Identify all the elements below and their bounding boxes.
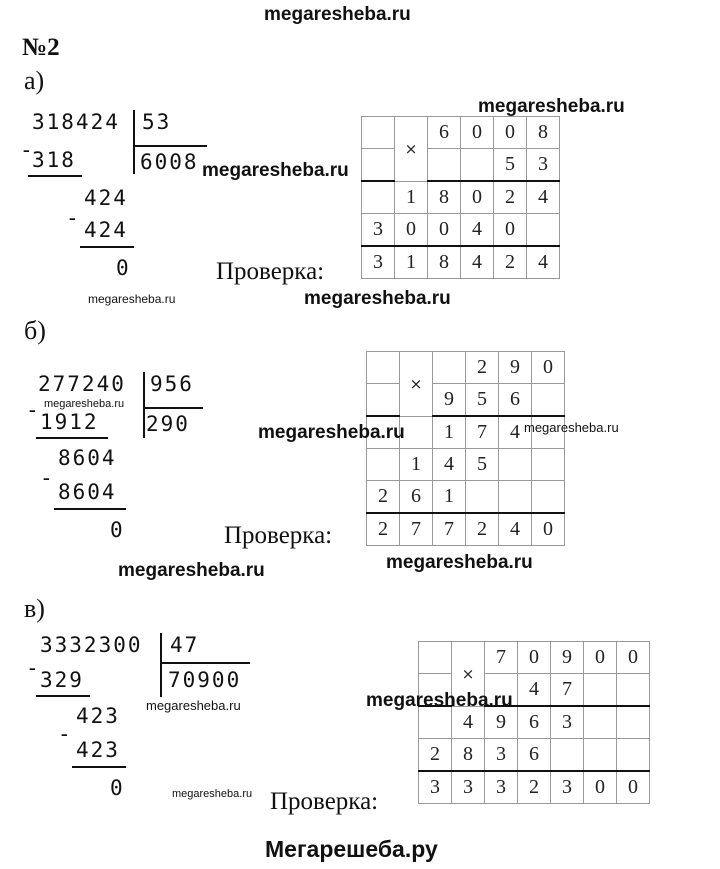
minus-sign: - bbox=[58, 722, 73, 746]
grid-cell: 0 bbox=[617, 642, 650, 674]
grid-cell: 2 bbox=[518, 771, 551, 804]
divisor-underline bbox=[160, 662, 250, 664]
grid-cell bbox=[617, 706, 650, 739]
step-line bbox=[72, 766, 126, 768]
grid-cell bbox=[551, 739, 584, 772]
grid-cell bbox=[584, 674, 617, 707]
division-bar bbox=[133, 110, 135, 174]
grid-cell: × bbox=[395, 117, 428, 182]
grid-cell: 6 bbox=[428, 117, 461, 149]
grid-cell: 4 bbox=[461, 214, 494, 247]
grid-cell bbox=[532, 384, 565, 417]
grid-row bbox=[367, 384, 565, 417]
division-bar bbox=[160, 633, 162, 697]
watermark: megaresheba.ru bbox=[44, 398, 125, 410]
site-footer: Мегарешеба.ру bbox=[265, 836, 438, 862]
grid-cell: 7 bbox=[400, 513, 433, 546]
grid-cell: 3 bbox=[485, 771, 518, 804]
grid-cell: 3 bbox=[362, 246, 395, 279]
grid-row bbox=[362, 149, 560, 182]
grid-cell: 2 bbox=[419, 739, 452, 772]
watermark: megaresheba.ru bbox=[118, 560, 265, 581]
minus-sign: - bbox=[66, 206, 81, 230]
part-b-label: б) bbox=[24, 316, 46, 345]
grid-cell bbox=[362, 117, 395, 149]
grid-cell: 0 bbox=[461, 117, 494, 149]
grid-cell: × bbox=[400, 352, 433, 417]
grid-cell: × bbox=[452, 642, 485, 707]
grid-cell bbox=[428, 149, 461, 182]
dividend: 318424 bbox=[32, 110, 120, 134]
minus-sign: - bbox=[20, 138, 35, 162]
grid-cell: 4 bbox=[433, 449, 466, 481]
watermark: megaresheba.ru bbox=[88, 292, 176, 306]
divisor: 47 bbox=[170, 633, 200, 657]
grid-row bbox=[419, 739, 650, 772]
grid-row bbox=[367, 513, 565, 546]
watermark: megaresheba.ru bbox=[202, 160, 349, 181]
divisor-underline bbox=[143, 407, 203, 409]
watermark: megaresheba.ru bbox=[366, 690, 513, 711]
grid-cell: 1 bbox=[433, 416, 466, 449]
minus-sign: - bbox=[26, 398, 41, 422]
task-number: №2 bbox=[22, 34, 60, 61]
grid-cell: 2 bbox=[494, 181, 527, 214]
step-1: 318 bbox=[32, 148, 76, 172]
grid-cell: 0 bbox=[428, 214, 461, 247]
watermark: megaresheba.ru bbox=[172, 788, 253, 800]
step-3: 423 bbox=[76, 738, 120, 762]
grid-cell: 6 bbox=[400, 481, 433, 514]
grid-cell: 2 bbox=[367, 481, 400, 514]
step-line bbox=[36, 695, 90, 697]
remainder: 0 bbox=[116, 256, 131, 280]
grid-cell: 4 bbox=[499, 513, 532, 546]
divisor: 956 bbox=[150, 372, 194, 396]
grid-cell bbox=[419, 642, 452, 674]
grid-row bbox=[362, 181, 560, 214]
grid-cell: 7 bbox=[433, 513, 466, 546]
step-line bbox=[36, 437, 108, 439]
grid-cell: 5 bbox=[466, 384, 499, 417]
grid-row bbox=[419, 642, 650, 674]
check-grid-b bbox=[366, 351, 565, 546]
step-1: 1912 bbox=[40, 410, 99, 434]
grid-cell: 3 bbox=[527, 149, 560, 182]
part-c-label: в) bbox=[24, 594, 45, 623]
check-label-a: Проверка: bbox=[216, 258, 325, 285]
grid-cell bbox=[461, 149, 494, 182]
grid-row bbox=[419, 771, 650, 804]
grid-cell: 7 bbox=[485, 642, 518, 674]
grid-row bbox=[367, 481, 565, 514]
grid-cell: 4 bbox=[452, 706, 485, 739]
minus-sign: - bbox=[26, 656, 41, 680]
watermark: megaresheba.ru bbox=[524, 420, 619, 435]
grid-cell: 4 bbox=[461, 246, 494, 279]
grid-cell bbox=[367, 384, 400, 417]
grid-cell: 0 bbox=[494, 117, 527, 149]
grid-cell bbox=[617, 674, 650, 707]
quotient: 70900 bbox=[168, 668, 242, 692]
grid-cell: 4 bbox=[527, 181, 560, 214]
grid-cell: 8 bbox=[452, 739, 485, 772]
grid-cell: 9 bbox=[551, 642, 584, 674]
grid-cell: 3 bbox=[485, 739, 518, 772]
check-label-c: Проверка: bbox=[270, 788, 379, 815]
grid-cell bbox=[466, 481, 499, 514]
watermark: megaresheba.ru bbox=[146, 698, 241, 713]
grid-cell bbox=[532, 481, 565, 514]
step-2: 8604 bbox=[58, 446, 117, 470]
watermark: megaresheba.ru bbox=[258, 422, 405, 443]
dividend: 277240 bbox=[38, 372, 126, 396]
divisor: 53 bbox=[142, 110, 172, 134]
grid-cell: 0 bbox=[518, 642, 551, 674]
grid-cell: 6 bbox=[518, 739, 551, 772]
step-2: 424 bbox=[84, 186, 128, 210]
grid-cell bbox=[362, 181, 395, 214]
dividend: 3332300 bbox=[40, 633, 143, 657]
grid-cell: 7 bbox=[551, 674, 584, 707]
step-line bbox=[80, 246, 134, 248]
grid-cell: 2 bbox=[466, 352, 499, 384]
part-a-label: а) bbox=[24, 66, 45, 95]
grid-cell: 1 bbox=[433, 481, 466, 514]
check-label-b: Проверка: bbox=[224, 522, 333, 549]
check-grid-c bbox=[418, 641, 650, 804]
grid-row bbox=[367, 449, 565, 481]
grid-cell bbox=[617, 739, 650, 772]
step-line bbox=[54, 508, 126, 510]
grid-cell: 3 bbox=[551, 771, 584, 804]
grid-cell: 0 bbox=[532, 513, 565, 546]
grid-cell: 5 bbox=[466, 449, 499, 481]
step-2: 423 bbox=[76, 704, 120, 728]
quotient: 290 bbox=[146, 412, 190, 436]
grid-cell bbox=[584, 739, 617, 772]
grid-cell: 8 bbox=[428, 246, 461, 279]
grid-cell: 1 bbox=[395, 181, 428, 214]
minus-sign: - bbox=[40, 466, 55, 490]
grid-cell bbox=[499, 481, 532, 514]
grid-cell: 4 bbox=[518, 674, 551, 707]
grid-cell: 6 bbox=[518, 706, 551, 739]
watermark: megaresheba.ru bbox=[386, 552, 533, 573]
grid-cell: 2 bbox=[494, 246, 527, 279]
grid-row bbox=[362, 214, 560, 247]
step-1: 329 bbox=[40, 668, 84, 692]
grid-cell bbox=[584, 706, 617, 739]
divisor-underline bbox=[133, 145, 207, 147]
grid-cell: 8 bbox=[428, 181, 461, 214]
grid-cell: 0 bbox=[584, 642, 617, 674]
check-grid-a bbox=[361, 116, 560, 279]
grid-cell: 1 bbox=[400, 449, 433, 481]
grid-cell: 2 bbox=[466, 513, 499, 546]
grid-cell bbox=[367, 352, 400, 384]
grid-cell: 8 bbox=[527, 117, 560, 149]
remainder: 0 bbox=[110, 518, 125, 542]
grid-cell bbox=[433, 352, 466, 384]
grid-cell: 9 bbox=[485, 706, 518, 739]
grid-cell bbox=[362, 149, 395, 182]
grid-cell: 3 bbox=[551, 706, 584, 739]
grid-cell: 9 bbox=[499, 352, 532, 384]
remainder: 0 bbox=[110, 776, 125, 800]
grid-cell: 2 bbox=[367, 513, 400, 546]
grid-row bbox=[362, 246, 560, 279]
watermark: megaresheba.ru bbox=[478, 96, 625, 117]
grid-row bbox=[367, 352, 565, 384]
step-line bbox=[28, 175, 82, 177]
grid-cell: 0 bbox=[532, 352, 565, 384]
grid-cell: 0 bbox=[494, 214, 527, 247]
watermark: megaresheba.ru bbox=[304, 288, 451, 309]
grid-cell bbox=[532, 449, 565, 481]
grid-row bbox=[362, 117, 560, 149]
grid-cell bbox=[499, 449, 532, 481]
grid-cell: 0 bbox=[395, 214, 428, 247]
grid-cell: 0 bbox=[584, 771, 617, 804]
grid-cell: 1 bbox=[395, 246, 428, 279]
grid-cell: 7 bbox=[466, 416, 499, 449]
division-bar bbox=[143, 372, 145, 438]
grid-cell: 9 bbox=[433, 384, 466, 417]
site-header: megaresheba.ru bbox=[264, 4, 411, 25]
step-3: 8604 bbox=[58, 480, 117, 504]
grid-cell: 0 bbox=[461, 181, 494, 214]
quotient: 6008 bbox=[140, 150, 199, 174]
step-3: 424 bbox=[84, 218, 128, 242]
grid-cell: 3 bbox=[362, 214, 395, 247]
grid-cell: 6 bbox=[499, 384, 532, 417]
grid-cell: 3 bbox=[419, 771, 452, 804]
grid-cell bbox=[367, 449, 400, 481]
grid-cell: 5 bbox=[494, 149, 527, 182]
grid-cell: 4 bbox=[499, 416, 532, 449]
grid-cell: 4 bbox=[527, 246, 560, 279]
grid-cell: 0 bbox=[617, 771, 650, 804]
grid-cell: 3 bbox=[452, 771, 485, 804]
grid-cell bbox=[527, 214, 560, 247]
